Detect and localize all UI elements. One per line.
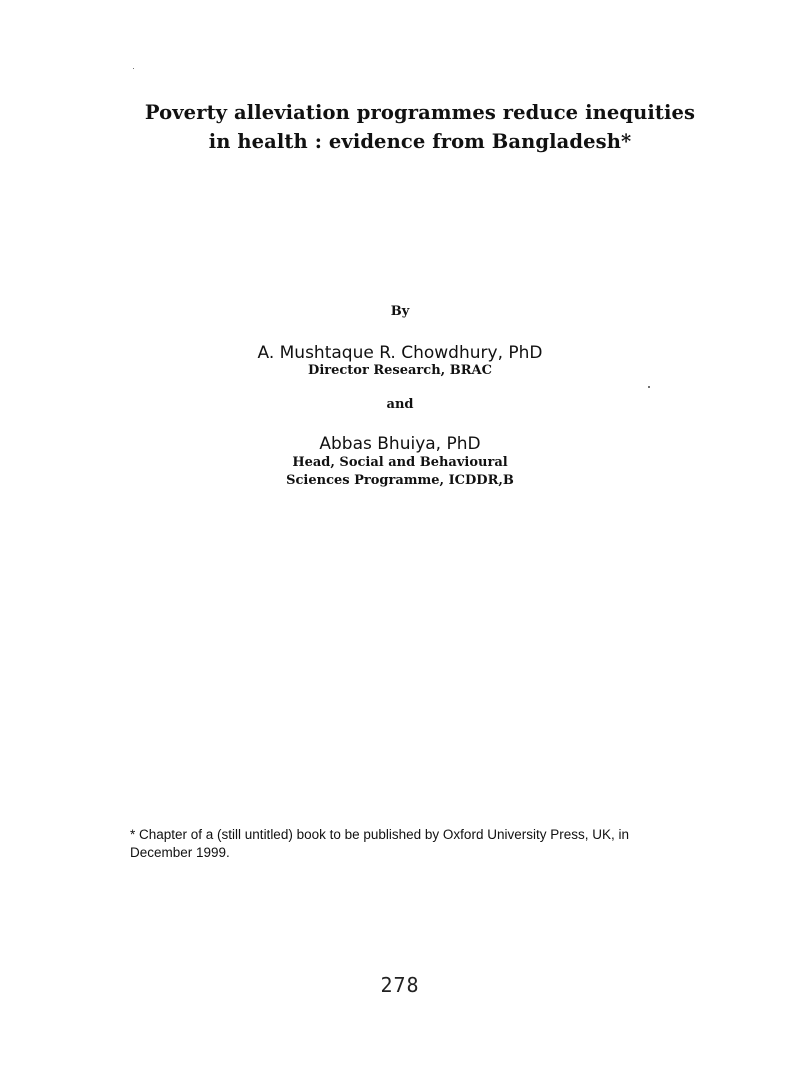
scan-speck: [133, 68, 134, 69]
author-1-name: A. Mushtaque R. Chowdhury, PhD: [257, 343, 543, 363]
footnote: [130, 826, 690, 862]
by-label: By: [390, 304, 410, 319]
document-title: [60, 98, 780, 156]
author-1-affiliation: Director Research, BRAC: [308, 363, 492, 378]
title-line-1: Poverty alleviation programmes reduce inequities: [144, 101, 696, 124]
page-number: 278: [380, 973, 420, 997]
author-2-affiliation: [0, 454, 800, 490]
author-2-name: Abbas Bhuiya, PhD: [319, 434, 481, 454]
footnote-line-1: * Chapter of a (still untitled) book to be published by Oxford University Press, UK, in: [130, 827, 629, 842]
and-label: and: [386, 397, 414, 412]
author-2-affiliation-line-1: Head, Social and Behavioural: [292, 455, 508, 470]
footnote-line-2: December 1999.: [130, 845, 230, 860]
title-line-2: in health : evidence from Bangladesh*: [208, 130, 632, 153]
author-2-affiliation-line-2: Sciences Programme, ICDDR,B: [286, 473, 514, 488]
scan-speck: [648, 386, 650, 388]
